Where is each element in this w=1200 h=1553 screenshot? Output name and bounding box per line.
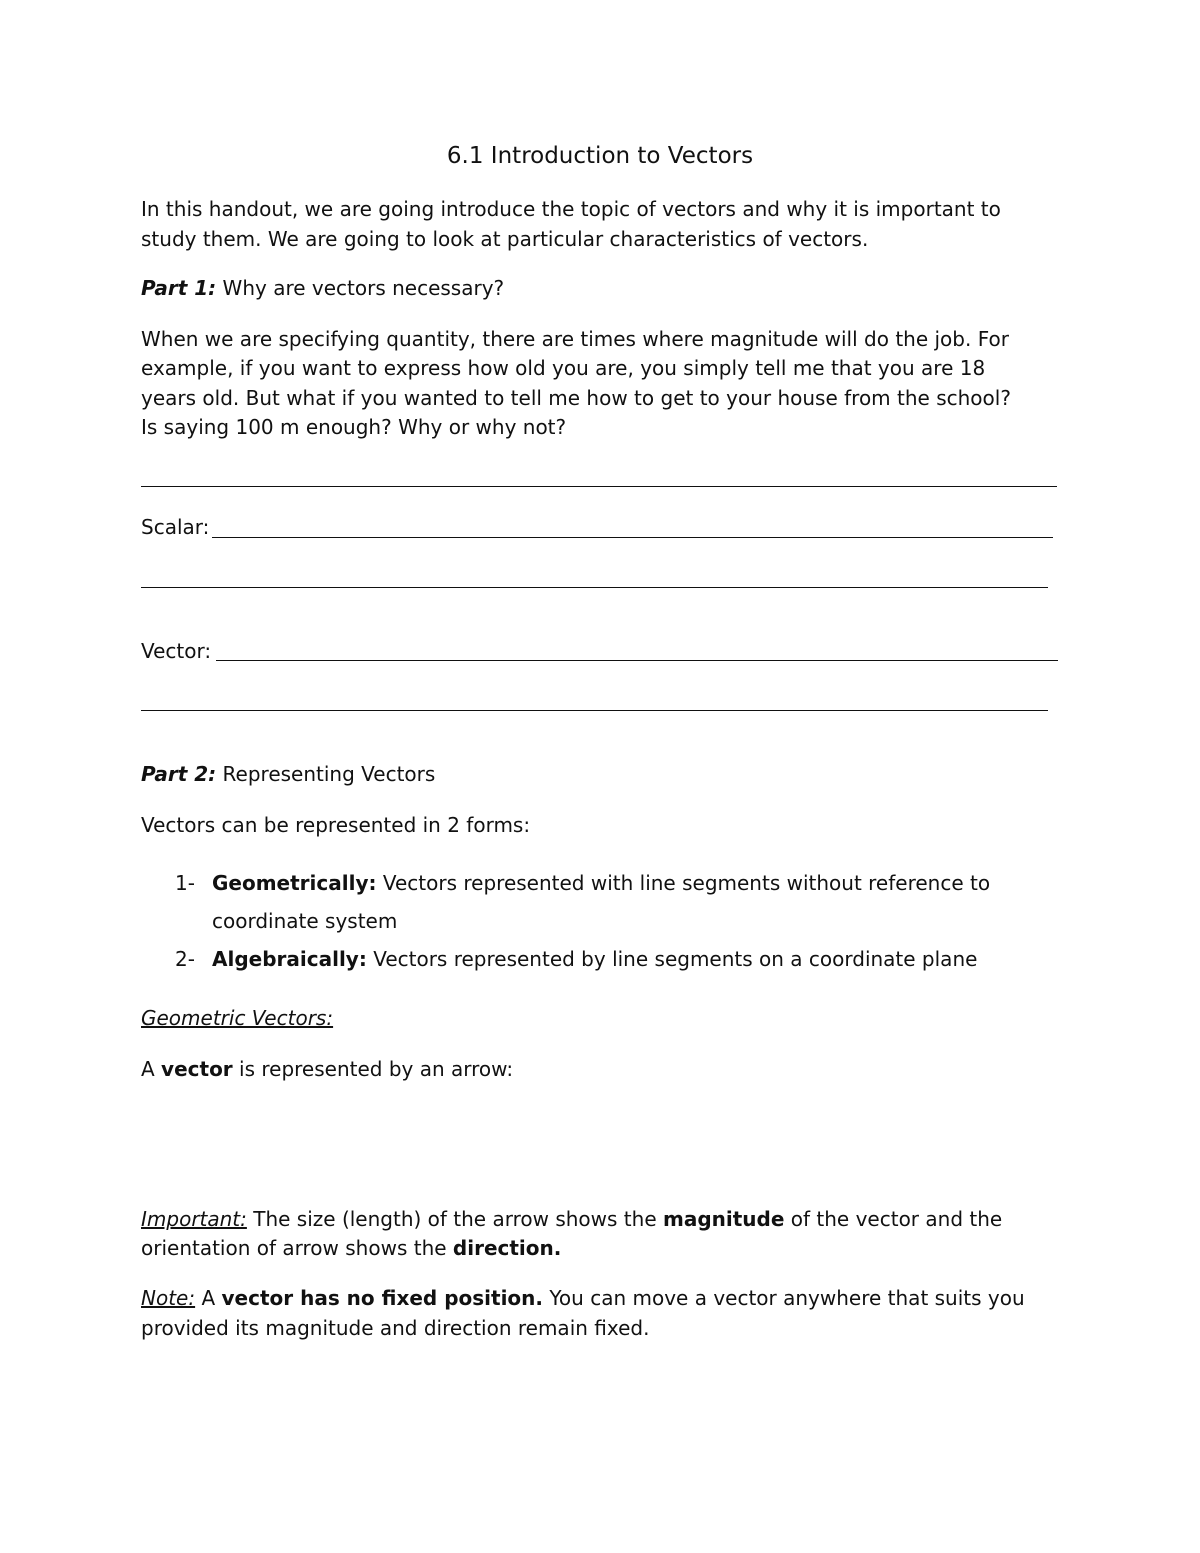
important-line-2 <box>141 1233 561 1263</box>
list-term-1: Geometrically: <box>212 871 377 895</box>
important-label: Important: <box>141 1207 247 1231</box>
note-line-1 <box>141 1283 1025 1313</box>
part1-para-line-2: example, if you want to express how old you are, you simply tell me that you are 18 <box>141 356 986 380</box>
part1-heading <box>141 273 504 303</box>
part2-heading <box>141 759 435 789</box>
vector-label: Vector: <box>141 639 212 663</box>
scalar-answer-line[interactable] <box>212 537 1053 538</box>
list-item-1-cont: coordinate system <box>212 909 398 933</box>
part1-para-line-3: years old. But what if you wanted to tell me how to get to your house from the school? <box>141 386 1011 410</box>
list-item-1 <box>212 864 990 902</box>
list-text-1: Vectors represented with line segments without reference to <box>376 871 991 895</box>
arrow-post: is represented by an arrow: <box>232 1057 514 1081</box>
intro-line-2: study them. We are going to look at particular characteristics of vectors. <box>141 227 869 251</box>
part1-para-line-1: When we are specifying quantity, there are times where magnitude will do the job. For <box>141 327 1009 351</box>
direction-term: direction. <box>452 1236 562 1260</box>
arrow-term: vector <box>161 1057 233 1081</box>
list-number-1: 1- <box>175 871 195 895</box>
note-line-2: provided its magnitude and direction remain fixed. <box>141 1316 650 1340</box>
vector-answer-line[interactable] <box>216 660 1058 661</box>
list-item-2 <box>212 940 977 978</box>
magnitude-term: magnitude <box>662 1207 785 1231</box>
list-number-2: 2- <box>175 947 195 971</box>
scalar-label: Scalar: <box>141 515 210 539</box>
note-pre: A <box>195 1286 222 1310</box>
page-title: 6.1 Introduction to Vectors <box>446 143 754 169</box>
note-label: Note: <box>141 1286 196 1310</box>
vector-answer-line-2[interactable] <box>141 710 1048 711</box>
important-text-1: The size (length) of the arrow shows the <box>246 1207 663 1231</box>
important-text-2: of the vector and the <box>784 1207 1003 1231</box>
arrow-pre: A <box>141 1057 162 1081</box>
intro-line-1: In this handout, we are going introduce the topic of vectors and why it is important to <box>141 197 1001 221</box>
answer-line[interactable] <box>141 486 1057 487</box>
part1-label: Part 1: <box>141 276 217 300</box>
arrow-sentence <box>141 1054 513 1084</box>
note-bold: vector has no fixed position. <box>221 1286 544 1310</box>
part1-title: Why are vectors necessary? <box>216 276 505 300</box>
part2-title: Representing Vectors <box>216 762 436 786</box>
list-text-2: Vectors represented by line segments on a coordinate plane <box>366 947 978 971</box>
note-post: You can move a vector anywhere that suits you <box>543 1286 1025 1310</box>
list-term-2: Algebraically: <box>212 947 367 971</box>
geometric-vectors-heading: Geometric Vectors: <box>141 1006 334 1030</box>
part1-para-line-4: Is saying 100 m enough? Why or why not? <box>141 415 567 439</box>
forms-intro: Vectors can be represented in 2 forms: <box>141 813 531 837</box>
part2-label: Part 2: <box>141 762 217 786</box>
important-line-1 <box>141 1204 1002 1234</box>
scalar-answer-line-2[interactable] <box>141 587 1048 588</box>
important-text-3: orientation of arrow shows the <box>141 1236 453 1260</box>
